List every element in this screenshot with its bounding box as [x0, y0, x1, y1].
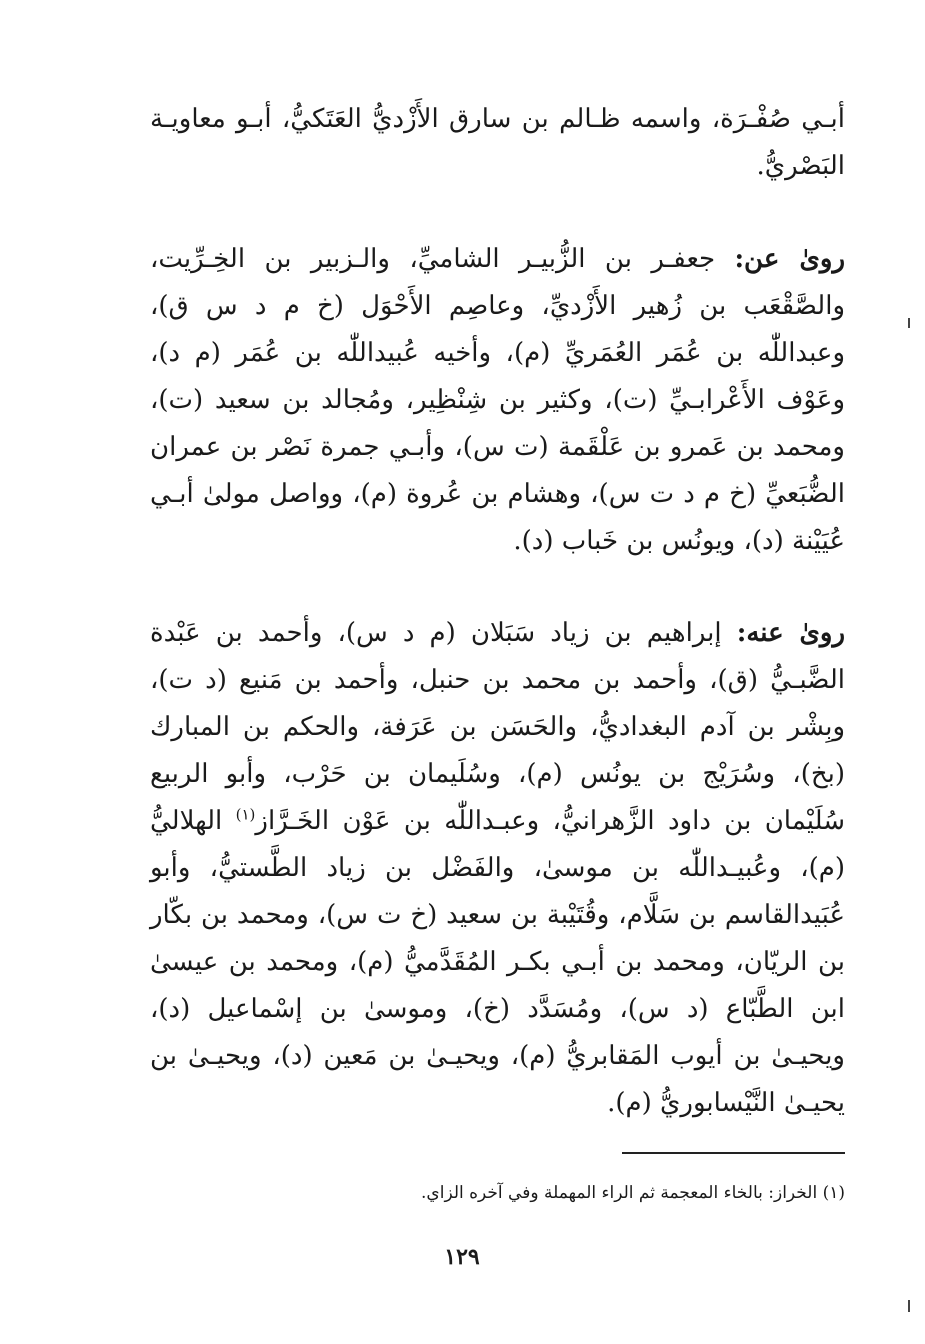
narrated-from-section — [150, 236, 845, 565]
scan-edge-mark — [908, 318, 910, 328]
narrated-by-text-part2: الهلاليُّ (م)، وعُبيـداللّٰه بن موسىٰ، والفَضْل بن زياد الطَّستيُّ، وأبو عُبَيدالقاسم بن سَلَّام، وقُتَيْبة بن سعيد (خ ت س)، ومحمد بن بكّار بن الريّان، ومحمد بن أبـي بكـر المُقَدَّميُّ (م)، ومحمد بن عيسىٰ ابن الطَّبّاع (د س)، ومُسَدَّد (خ)، وموسىٰ بن إسْماعيل (د)، ويحيـىٰ بن أيوب المَقابريُّ (م)، ويحيـىٰ بن مَعين (د)، ويحيـىٰ بن يحيـىٰ النَّيْسابوريُّ (م). — [150, 806, 845, 1118]
narrated-from-paragraph — [150, 236, 845, 565]
page-number: ١٢٩ — [444, 1244, 480, 1270]
intro-paragraph — [150, 96, 845, 190]
narrated-by-text-part1: إبراهيم بن زياد سَبَلان (م د س)، وأحمد بن عَبْدة الضَّبـيُّ (ق)، وأحمد بن محمد بن حنبل، وأحمد بن مَنيع (د ت)، وبِشْر بن آدم البغداديُّ، والحَسَن بن عَرَفة، والحكم بن المبارك (بخ)، وسُرَيْج بن يونُس (م)، وسُلَيمان بن حَرْب، وأبو الربيع سُلَيْمان بن داود الزَّهرانيُّ، وعبـداللّٰه بن عَوْن الخَـرَّاز — [150, 618, 845, 836]
intro-text: أبـي صُفْـرَة، واسمه ظـالم بن سارق الأَزْديُّ العَتَكيُّ، أبـو معاويـة البَصْريُّ. — [150, 104, 845, 181]
footnote-reference[interactable]: (١) — [235, 805, 256, 824]
narrated-by-paragraph — [150, 610, 845, 1127]
footnote: (١) الخراز: بالخاء المعجمة ثم الراء المهملة وفي آخره الزاي. — [421, 1183, 845, 1203]
narrated-by-heading: روىٰ عنه: — [736, 618, 845, 648]
footnote-divider — [622, 1152, 845, 1154]
narrated-from-text: جعفـر بن الزُّبيـر الشاميِّ، والـزبير بن الخِـرِّيت، والصَّقْعَب بن زُهير الأَزْديِّ، وعاصِم الأَحْوَل (خ م د س ق)، وعبداللّٰه بن عُمَر العُمَريِّ (م)، وأخيه عُبيداللّٰه بن عُمَر (م د)، وعَوْف الأَعْرابـيِّ (ت)، وكثير بن شِنْظِير، ومُجالد بن سعيد (ت)، ومحمد بن عَمرو بن عَلْقَمة (ت س)، وأبـي جمرة نَصْر بن عمران الضُّبَعيِّ (خ م د ت س)، وهشام بن عُروة (م)، وواصل مولىٰ أبـي عُيَيْنة (د)، ويونُس بن خَباب (د). — [150, 244, 845, 556]
narrated-by-section — [150, 610, 845, 1127]
narrated-from-heading: روىٰ عن: — [734, 244, 845, 274]
scan-edge-mark — [908, 1300, 910, 1312]
